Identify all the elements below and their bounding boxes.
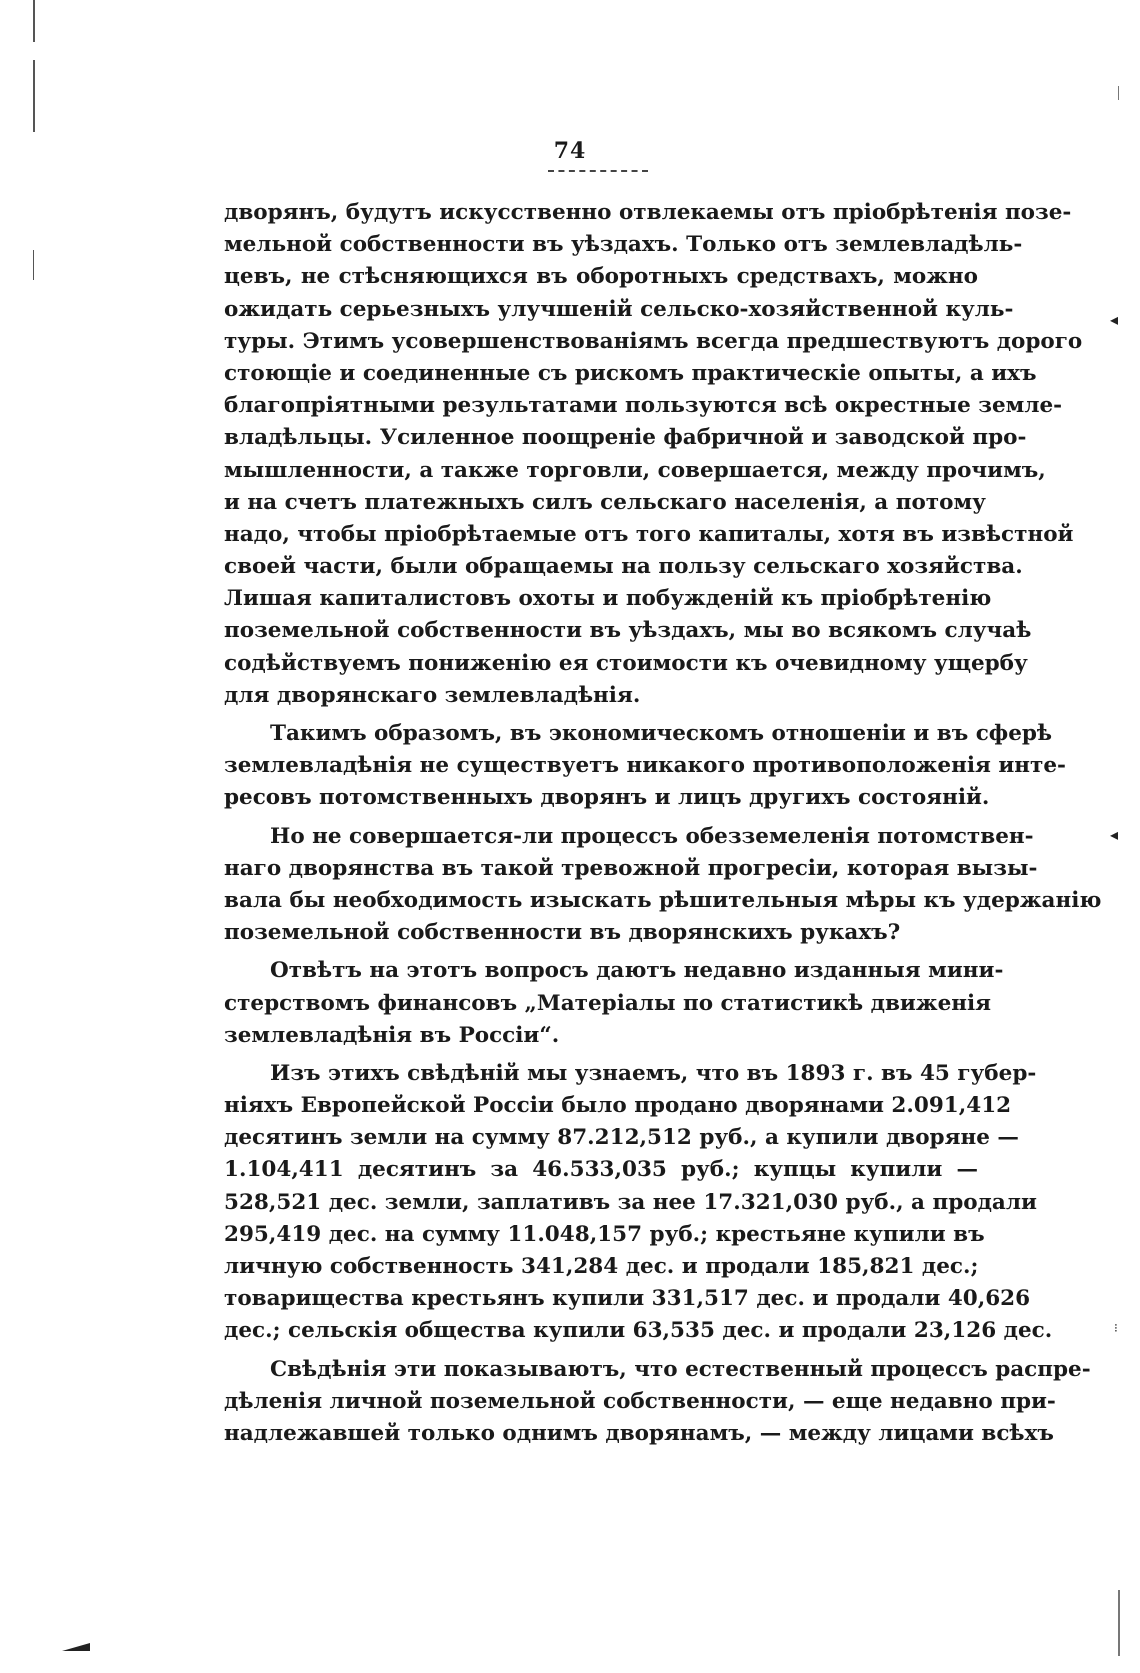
paragraph [224, 955, 1004, 1052]
text-line: надлежавшей только однимъ дворянамъ, — между лицами всѣхъ [224, 1420, 1054, 1446]
text-line: мышленности, а также торговли, совершается, между прочимъ, [224, 457, 1046, 483]
text-line: мельной собственности въ уѣздахъ. Только отъ землевладѣль- [224, 232, 1023, 258]
text-line: Изъ этихъ свѣдѣній мы узнаемъ, что въ 1893 г. въ 45 губер- [270, 1060, 1037, 1086]
paragraph [224, 821, 1102, 950]
paragraph [224, 1058, 1053, 1348]
text-line: стерствомъ финансовъ „Матеріалы по статистикѣ движенія [224, 990, 992, 1016]
text-line: ніяхъ Европейской Россіи было продано дворянами 2.091,412 [224, 1093, 1012, 1119]
text-line: поземельной собственности въ уѣздахъ, мы во всякомъ случаѣ [224, 618, 1032, 644]
text-line: благопріятными результатами пользуются всѣ окрестные земле- [224, 393, 1063, 419]
text-line: личную собственность 341,284 дес. и продали 185,821 дес.; [224, 1254, 979, 1279]
scan-edge-left-middle [33, 60, 35, 132]
text-line: землевладѣнія не существуетъ никакого противоположенія инте- [224, 753, 1066, 779]
text-line: товарищества крестьянъ купили 331,517 дес. и продали 40,626 [224, 1286, 1031, 1312]
text-line: Отвѣтъ на этотъ вопросъ даютъ недавно изданныя мини- [270, 958, 1004, 984]
text-line: стоющіе и соединенные съ рискомъ практическіе опыты, а ихъ [224, 360, 1037, 386]
text-line: своей части, были обращаемы на пользу сельскаго хозяйства. [224, 554, 1023, 580]
text-line: содѣйствуемъ пониженію ея стоимости къ очевидному ущербу [224, 650, 1028, 676]
text-line: дворянъ, будутъ искусственно отвлекаемы отъ пріобрѣтенія позе- [224, 200, 1072, 225]
text-line: Лишая капиталистовъ охоты и побужденій къ пріобрѣтенію [224, 586, 992, 612]
text-line: наго дворянства въ такой тревожной прогресіи, которая вызы- [224, 855, 1038, 881]
page-number: 74 [553, 138, 587, 164]
text-line: 295,419 дес. на сумму 11.048,157 руб.; крестьяне купили въ [224, 1221, 985, 1247]
page-number-rule [548, 170, 648, 172]
text-line: цевъ, не стѣсняющихся въ оборотныхъ средствахъ, можно [224, 264, 978, 290]
scan-edge-left-top [33, 0, 35, 42]
text-line: дѣленія личной поземельной собственности, — еще недавно при- [224, 1388, 1056, 1414]
scan-edge-left-lower [33, 250, 34, 280]
scan-edge-right-top [1118, 86, 1119, 100]
corner-mark-icon [62, 1643, 90, 1651]
text-line: ожидать серьезныхъ улучшеній сельско-хозяйственной куль- [224, 296, 1014, 322]
text-line: поземельной собственности въ дворянскихъ рукахъ? [224, 920, 901, 946]
paragraph [224, 718, 1066, 815]
text-line: вала бы необходимость изыскать рѣшительныя мѣры къ удержанію [224, 887, 1102, 913]
text-line: десятинъ земли на сумму 87.212,512 руб., а купили дворяне — [224, 1125, 1019, 1151]
text-line: 1.104,411 десятинъ за 46.533,035 руб.; купцы купили — [224, 1157, 978, 1183]
margin-mark-1: ◂ [1110, 310, 1119, 329]
text-line: надо, чтобы пріобрѣтаемые отъ того капиталы, хотя въ извѣстной [224, 521, 1074, 547]
text-line: и на счетъ платежныхъ силъ сельскаго населенія, а потому [224, 489, 986, 515]
margin-mark-3: ⁝ [1114, 1321, 1118, 1335]
text-line: землевладѣнія въ Россіи“. [224, 1022, 560, 1048]
margin-mark-2: ◂ [1110, 825, 1119, 844]
text-line: Но не совершается-ли процессъ обезземеленія потомствен- [270, 823, 1034, 849]
text-line: дес.; сельскія общества купили 63,535 дес. и продали 23,126 дес. [224, 1318, 1053, 1344]
text-line: 528,521 дес. земли, заплативъ за нее 17.321,030 руб., а продали [224, 1189, 1037, 1215]
text-line: ресовъ потомственныхъ дворянъ и лицъ другихъ состояній. [224, 785, 990, 811]
body-text [224, 197, 1102, 1450]
paragraph [224, 197, 1083, 712]
paragraph [224, 1354, 1091, 1451]
text-line: для дворянскаго землевладѣнія. [224, 682, 641, 708]
text-line: Такимъ образомъ, въ экономическомъ отношеніи и въ сферѣ [270, 721, 1053, 746]
scan-edge-right [1118, 1590, 1120, 1656]
text-line: владѣльцы. Усиленное поощреніе фабричной и заводской про- [224, 425, 1027, 451]
text-line: Свѣдѣнія эти показываютъ, что естественный процессъ распре- [270, 1356, 1091, 1382]
text-line: туры. Этимъ усовершенствованіямъ всегда предшествуютъ дорого [224, 328, 1083, 354]
